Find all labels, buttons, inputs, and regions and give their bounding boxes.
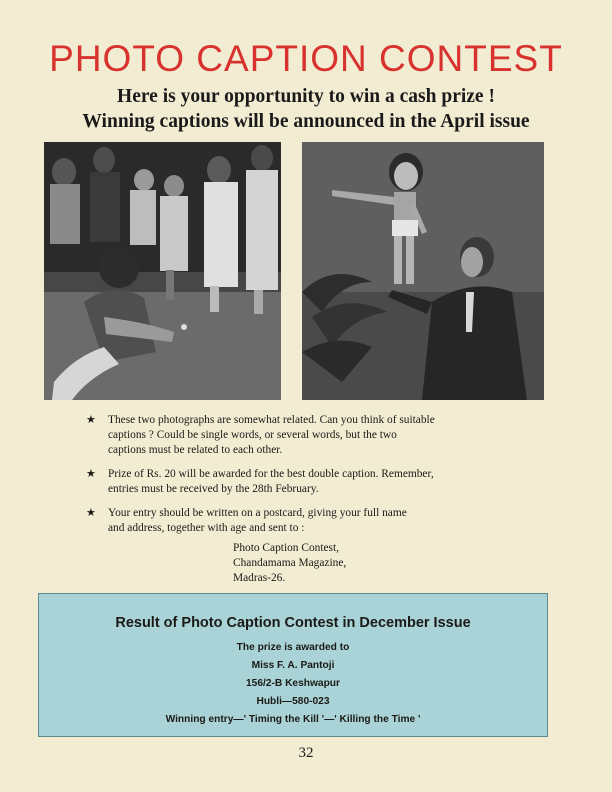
- mailing-address: [233, 541, 346, 586]
- instructions-list: [86, 413, 506, 545]
- photo-children-marbles: [44, 142, 281, 400]
- winning-entry: Winning entry—' Timing the Kill '—' Killing the Time ': [165, 714, 421, 725]
- address-line: Photo Caption Contest,: [233, 542, 340, 554]
- result-line: The prize is awarded to: [236, 642, 350, 653]
- instruction-line: These two photographs are somewhat related. Can you think of suitable: [108, 414, 435, 426]
- photo-man-balancing-child: [302, 142, 544, 400]
- star-icon: ★: [86, 414, 96, 426]
- address-line: Madras-26.: [233, 572, 286, 584]
- winner-street: 156/2-B Keshwapur: [246, 678, 340, 689]
- intro-line-1: Here is your opportunity to win a cash prize !: [117, 86, 495, 107]
- star-icon: ★: [86, 507, 96, 519]
- result-box: [38, 593, 548, 737]
- instruction-item: [86, 506, 506, 536]
- result-heading: Result of Photo Caption Contest in December Issue: [115, 615, 471, 631]
- instruction-item: [86, 413, 506, 458]
- instruction-line: entries must be received by the 28th February.: [108, 483, 319, 495]
- winner-city: Hubli—580-023: [256, 696, 330, 707]
- winner-name: Miss F. A. Pantoji: [251, 660, 335, 671]
- instruction-line: captions must be related to each other.: [108, 444, 283, 456]
- instruction-line: Your entry should be written on a postcard, giving your full name: [108, 507, 407, 519]
- instruction-line: Prize of Rs. 20 will be awarded for the best double caption. Remember,: [108, 468, 434, 480]
- page-number: 32: [298, 745, 314, 761]
- instruction-line: and address, together with age and sent to :: [108, 522, 305, 534]
- intro-line-2: Winning captions will be announced in the April issue: [82, 111, 530, 132]
- instruction-item: [86, 467, 506, 497]
- address-line: Chandamama Magazine,: [233, 557, 347, 569]
- star-icon: ★: [86, 468, 96, 480]
- instruction-line: captions ? Could be single words, or several words, but the two: [108, 429, 397, 441]
- page-title: PHOTO CAPTION CONTEST: [49, 38, 563, 79]
